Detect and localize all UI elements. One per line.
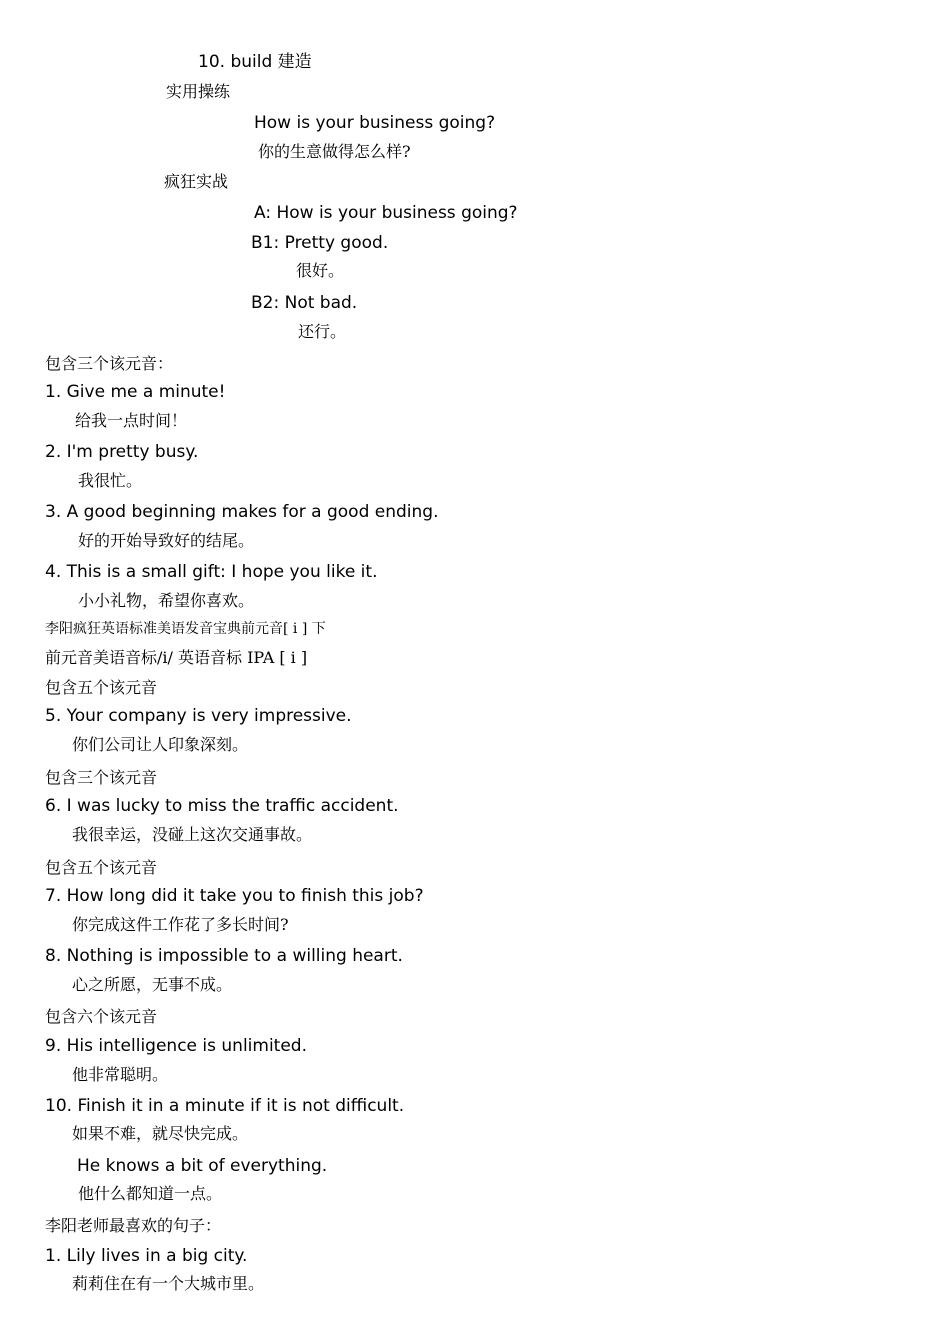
sentence-8: 8. Nothing is impossible to a willing heart. (45, 946, 403, 966)
sentence-6: 6. I was lucky to miss the traffic accident. (45, 796, 399, 816)
dialog-line-a: A: How is your business going? (254, 203, 518, 223)
dialog-line-b2: B2: Not bad. (251, 293, 358, 313)
favorite-translation-1: 莉莉住在有一个大城市里。 (72, 1274, 265, 1293)
sentence-10: 10. Finish it in a minute if it is not difficult. (45, 1096, 405, 1116)
vocab-item-10: 10. build 建造 (198, 52, 312, 72)
sentence-5: 5. Your company is very impressive. (45, 706, 352, 726)
translation-10: 如果不难，就尽快完成。 (72, 1124, 249, 1143)
translation-2: 我很忙。 (78, 471, 143, 490)
group-heading: 包含五个该元音 (45, 858, 158, 877)
sentence-extra: He knows a bit of everything. (77, 1156, 328, 1176)
phonetic-symbols: 前元音美语音标/i/ 英语音标 IPA [ i ] (45, 648, 308, 667)
translation-1: 给我一点时间！ (75, 411, 188, 430)
translation-8: 心之所愿，无事不成。 (72, 975, 233, 994)
translation-6: 我很幸运，没碰上这次交通事故。 (72, 825, 313, 844)
favorites-heading: 李阳老师最喜欢的句子： (45, 1216, 222, 1235)
group-heading: 包含三个该元音： (45, 354, 174, 373)
section-heading-crazy-practice: 疯狂实战 (164, 172, 229, 191)
sentence-2: 2. I'm pretty busy. (45, 442, 199, 462)
translation-3: 好的开始导致好的结尾。 (78, 531, 255, 550)
practice-sentence: How is your business going? (254, 113, 496, 133)
section-heading-practice: 实用操练 (166, 82, 231, 101)
chapter-title: 李阳疯狂英语标准美语发音宝典前元音[ i ] 下 (45, 621, 326, 637)
sentence-9: 9. His intelligence is unlimited. (45, 1036, 307, 1056)
group-heading: 包含六个该元音 (45, 1007, 158, 1026)
sentence-1: 1. Give me a minute! (45, 382, 226, 402)
group-heading: 包含五个该元音 (45, 678, 158, 697)
dialog-line-b1: B1: Pretty good. (251, 233, 389, 253)
sentence-7: 7. How long did it take you to finish this job? (45, 886, 424, 906)
dialog-translation-b1: 很好。 (296, 261, 345, 280)
practice-translation: 你的生意做得怎么样? (258, 142, 411, 161)
sentence-4: 4. This is a small gift: I hope you like it. (45, 562, 378, 582)
favorite-sentence-1: 1. Lily lives in a big city. (45, 1246, 248, 1266)
group-heading: 包含三个该元音 (45, 768, 158, 787)
translation-7: 你完成这件工作花了多长时间? (72, 915, 289, 934)
translation-4: 小小礼物，希望你喜欢。 (78, 591, 255, 610)
translation-extra: 他什么都知道一点。 (78, 1184, 223, 1203)
translation-5: 你们公司让人印象深刻。 (72, 735, 249, 754)
sentence-3: 3. A good beginning makes for a good ending. (45, 502, 439, 522)
translation-9: 他非常聪明。 (72, 1065, 169, 1084)
dialog-translation-b2: 还行。 (298, 322, 347, 341)
